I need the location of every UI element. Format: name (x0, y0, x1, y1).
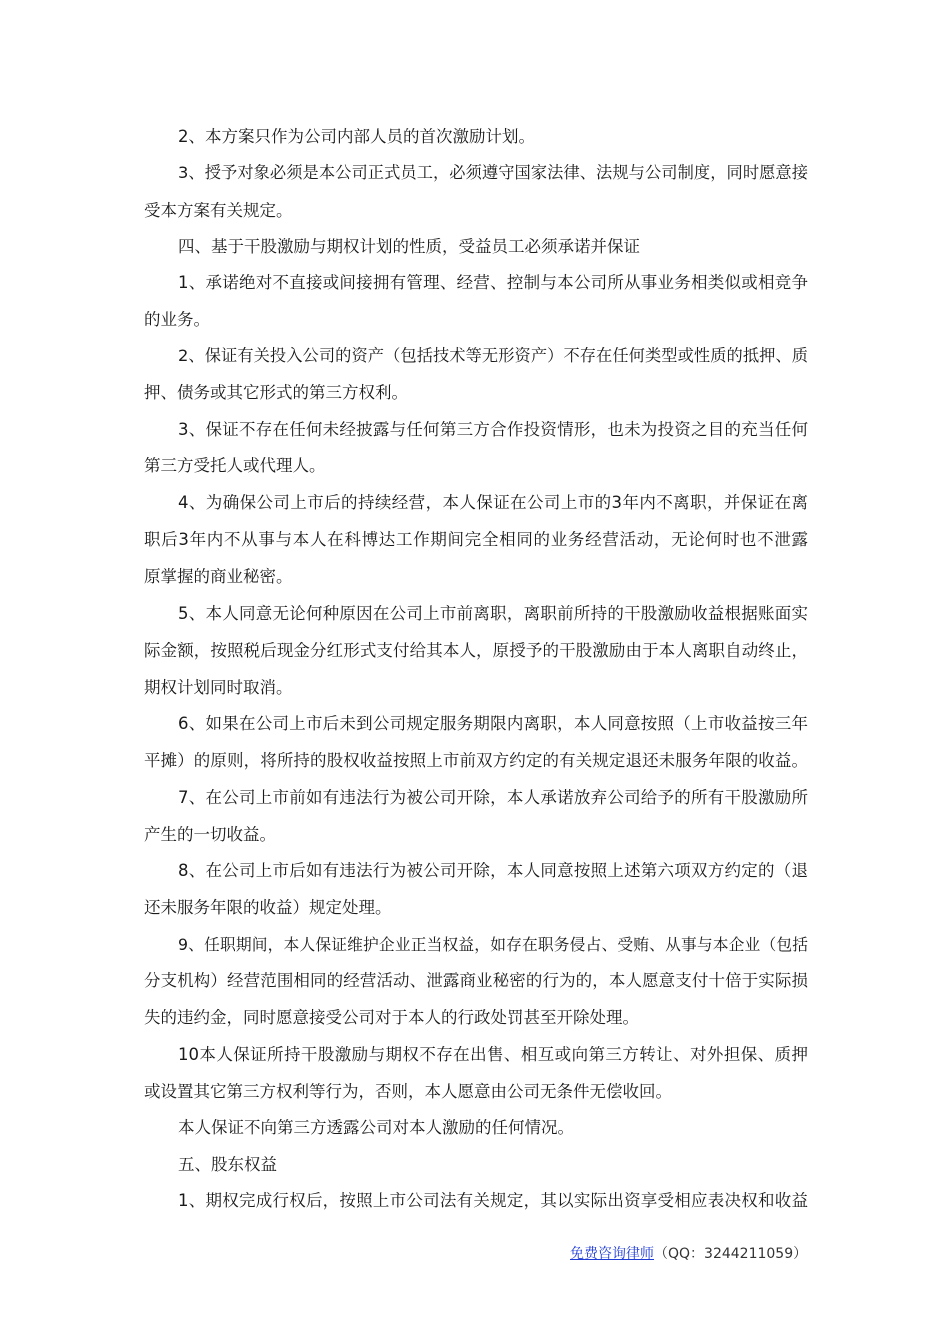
paragraph-line: 分支机构）经营范围相同的经营活动、泄露商业秘密的行为的，本人愿意支付十倍于实际损 (144, 971, 808, 990)
paragraph-line: 平摊）的原则，将所持的股权收益按照上市前双方约定的有关规定退还未服务年限的收益。 (144, 751, 808, 770)
paragraph-line: 本人保证不向第三方透露公司对本人激励的任何情况。 (178, 1118, 574, 1137)
paragraph-line: 际金额，按照税后现金分红形式支付给其本人，原授予的干股激励由于本人离职自动终止， (144, 641, 808, 660)
paragraph-line: 4、为确保公司上市后的持续经营，本人保证在公司上市的3年内不离职，并保证在离 (178, 493, 808, 512)
paragraph-line: 产生的一切收益。 (144, 825, 276, 844)
paragraph-line: 2、本方案只作为公司内部人员的首次激励计划。 (178, 127, 535, 146)
paragraph-line: 3、保证不存在任何未经披露与任何第三方合作投资情形，也未为投资之目的充当任何 (178, 420, 808, 439)
paragraph-line: 期权计划同时取消。 (144, 678, 293, 697)
qq-contact: （QQ：3244211059） (654, 1246, 808, 1262)
paragraph-line: 或设置其它第三方权利等行为，否则，本人愿意由公司无条件无偿收回。 (144, 1082, 672, 1101)
paragraph-line: 1、承诺绝对不直接或间接拥有管理、经营、控制与本公司所从事业务相类似或相竞争 (178, 273, 808, 292)
paragraph-line: 第三方受托人或代理人。 (144, 456, 326, 475)
paragraph-line: 的业务。 (144, 310, 210, 329)
section-heading: 四、基于干股激励与期权计划的性质，受益员工必须承诺并保证 (178, 237, 640, 256)
paragraph-line: 原掌握的商业秘密。 (144, 567, 293, 586)
paragraph-line: 10本人保证所持干股激励与期权不存在出售、相互或向第三方转让、对外担保、质押 (178, 1045, 808, 1064)
paragraph-line: 受本方案有关规定。 (144, 201, 293, 220)
paragraph-line: 8、在公司上市后如有违法行为被公司开除，本人同意按照上述第六项双方约定的（退 (178, 861, 808, 880)
page-footer (570, 1244, 807, 1264)
paragraph-line: 2、保证有关投入公司的资产（包括技术等无形资产）不存在任何类型或性质的抵押、质 (178, 346, 808, 365)
paragraph-line: 5、本人同意无论何种原因在公司上市前离职，离职前所持的干股激励收益根据账面实 (178, 604, 808, 623)
paragraph-line: 押、债务或其它形式的第三方权利。 (144, 383, 408, 402)
paragraph-line: 还未服务年限的收益）规定处理。 (144, 898, 392, 917)
paragraph-line: 职后3年内不从事与本人在科博达工作期间完全相同的业务经营活动，无论何时也不泄露 (144, 530, 808, 549)
section-heading: 五、股东权益 (178, 1155, 277, 1174)
paragraph-line: 失的违约金，同时愿意接受公司对于本人的行政处罚甚至开除处理。 (144, 1008, 639, 1027)
paragraph-line: 7、在公司上市前如有违法行为被公司开除，本人承诺放弃公司给予的所有干股激励所 (178, 788, 808, 807)
paragraph-line: 6、如果在公司上市后未到公司规定服务期限内离职，本人同意按照（上市收益按三年 (178, 714, 808, 733)
paragraph-line: 3、授予对象必须是本公司正式员工，必须遵守国家法律、法规与公司制度，同时愿意接 (178, 163, 808, 182)
free-lawyer-consult-link[interactable]: 免费咨询律师 (570, 1246, 654, 1262)
paragraph-line: 1、期权完成行权后，按照上市公司法有关规定，其以实际出资享受相应表决权和收益 (178, 1191, 808, 1210)
paragraph-line: 9、任职期间，本人保证维护企业正当权益，如存在职务侵占、受贿、从事与本企业（包括 (178, 935, 808, 954)
